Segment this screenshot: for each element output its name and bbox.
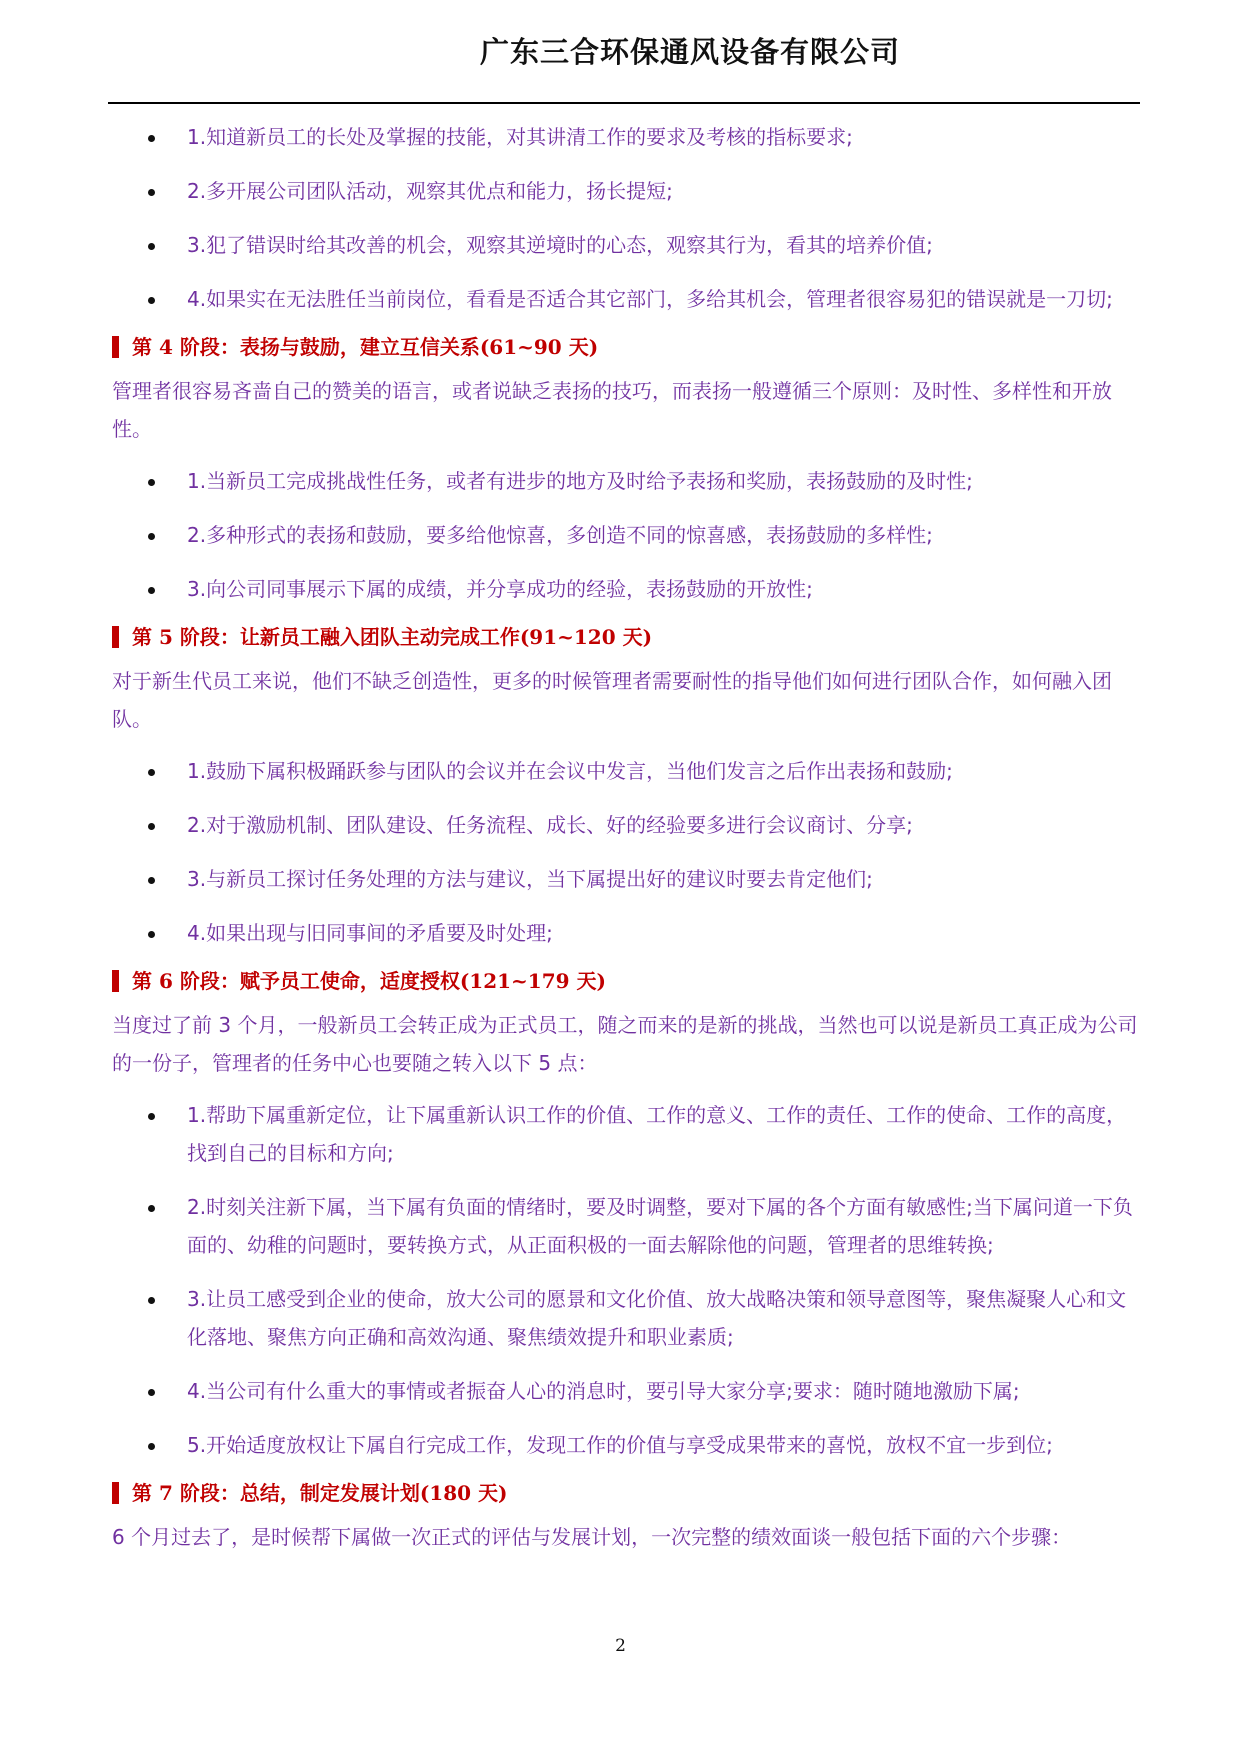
heading-marker-icon (112, 1482, 119, 1504)
company-header: 广东三合环保通风设备有限公司 (480, 35, 901, 69)
list-item (112, 462, 1140, 500)
bullet-icon (148, 1443, 155, 1450)
stage-5-paragraph: 对于新生代员工来说，他们不缺乏创造性，更多的时候管理者需要耐性的指导他们如何进行团队合作，如何融入团队。 (112, 669, 1112, 731)
list-item (112, 1096, 1140, 1172)
stage-6-heading-text: 第 6 阶段：赋予员工使命，适度授权(121~179 天) (132, 969, 606, 993)
bullet-icon (148, 1113, 155, 1120)
bullet-icon (148, 297, 155, 304)
stage-5-bullet-list (112, 752, 1140, 952)
list-item (112, 1188, 1140, 1264)
bullet-icon (148, 533, 155, 540)
list-item (112, 1280, 1140, 1356)
list-item (112, 226, 1140, 264)
bullet-icon (148, 479, 155, 486)
list-item-text: 1.鼓励下属积极踊跃参与团队的会议并在会议中发言，当他们发言之后作出表扬和鼓励; (187, 759, 953, 783)
bullet-icon (148, 931, 155, 938)
bullet-icon (148, 587, 155, 594)
page-content (112, 118, 1140, 1570)
list-item (112, 570, 1140, 608)
heading-marker-icon (112, 970, 119, 992)
list-item-text: 4.如果实在无法胜任当前岗位，看看是否适合其它部门，多给其机会，管理者很容易犯的错误就是一刀切; (187, 287, 1113, 311)
list-item-text: 2.时刻关注新下属，当下属有负面的情绪时，要及时调整，要对下属的各个方面有敏感性;当下属问道一下负面的、幼稚的问题时，要转换方式，从正面积极的一面去解除他的问题，管理者的思维转换; (187, 1195, 1133, 1257)
list-item (112, 1426, 1140, 1464)
list-item (112, 806, 1140, 844)
list-item-text: 3.与新员工探讨任务处理的方法与建议，当下属提出好的建议时要去肯定他们; (187, 867, 873, 891)
list-item-text: 1.帮助下属重新定位，让下属重新认识工作的价值、工作的意义、工作的责任、工作的使命、工作的高度，找到自己的目标和方向; (187, 1103, 1127, 1165)
list-item (112, 172, 1140, 210)
bullet-icon (148, 877, 155, 884)
list-item-text: 4.如果出现与旧同事间的矛盾要及时处理; (187, 921, 553, 945)
stage-7-heading-text: 第 7 阶段：总结，制定发展计划(180 天) (132, 1481, 508, 1505)
list-item-text: 2.多开展公司团队活动，观察其优点和能力，扬长提短; (187, 179, 673, 203)
stage-6-heading (112, 966, 1140, 996)
list-item-text: 2.对于激励机制、团队建设、任务流程、成长、好的经验要多进行会议商讨、分享; (187, 813, 913, 837)
list-item (112, 118, 1140, 156)
list-item-text: 3.犯了错误时给其改善的机会，观察其逆境时的心态，观察其行为，看其的培养价值; (187, 233, 933, 257)
stage-5-heading (112, 622, 1140, 652)
list-item-text: 1.当新员工完成挑战性任务，或者有进步的地方及时给予表扬和奖励，表扬鼓励的及时性; (187, 469, 973, 493)
bullet-icon (148, 1389, 155, 1396)
stage-7-paragraph: 6 个月过去了，是时候帮下属做一次正式的评估与发展计划，一次完整的绩效面谈一般包括下面的六个步骤： (112, 1525, 1072, 1549)
list-item-text: 1.知道新员工的长处及掌握的技能，对其讲清工作的要求及考核的指标要求; (187, 125, 853, 149)
list-item-text: 3.向公司同事展示下属的成绩，并分享成功的经验，表扬鼓励的开放性; (187, 577, 813, 601)
bullet-icon (148, 1297, 155, 1304)
stage-4-heading-text: 第 4 阶段：表扬与鼓励，建立互信关系(61~90 天) (132, 335, 599, 359)
list-item (112, 860, 1140, 898)
list-item (112, 752, 1140, 790)
list-item-text: 4.当公司有什么重大的事情或者振奋人心的消息时，要引导大家分享;要求：随时随地激励下属; (187, 1379, 1020, 1403)
bullet-icon (148, 823, 155, 830)
stage-7-heading (112, 1478, 1140, 1508)
heading-marker-icon (112, 336, 119, 358)
heading-marker-icon (112, 626, 119, 648)
stage-4-paragraph: 管理者很容易吝啬自己的赞美的语言，或者说缺乏表扬的技巧，而表扬一般遵循三个原则：及时性、多样性和开放性。 (112, 379, 1112, 441)
stage-5-heading-text: 第 5 阶段：让新员工融入团队主动完成工作(91~120 天) (132, 625, 653, 649)
bullet-icon (148, 243, 155, 250)
stage-4-bullet-list (112, 462, 1140, 608)
list-item-text: 5.开始适度放权让下属自行完成工作，发现工作的价值与享受成果带来的喜悦，放权不宜一步到位; (187, 1433, 1053, 1457)
list-item-text: 3.让员工感受到企业的使命，放大公司的愿景和文化价值、放大战略决策和领导意图等，聚焦凝聚人心和文化落地、聚焦方向正确和高效沟通、聚焦绩效提升和职业素质; (187, 1287, 1127, 1349)
list-item-text: 2.多种形式的表扬和鼓励，要多给他惊喜，多创造不同的惊喜感，表扬鼓励的多样性; (187, 523, 933, 547)
stage-4-heading (112, 332, 1140, 362)
list-item (112, 516, 1140, 554)
list-item (112, 1372, 1140, 1410)
intro-bullet-list (112, 118, 1140, 318)
bullet-icon (148, 189, 155, 196)
bullet-icon (148, 769, 155, 776)
stage-6-bullet-list (112, 1096, 1140, 1464)
bullet-icon (148, 1205, 155, 1212)
page-number: 2 (615, 1636, 626, 1656)
stage-6-paragraph: 当度过了前 3 个月，一般新员工会转正成为正式员工，随之而来的是新的挑战，当然也可以说是新员工真正成为公司的一份子，管理者的任务中心也要随之转入以下 5 点： (112, 1013, 1138, 1075)
bullet-icon (148, 135, 155, 142)
list-item (112, 280, 1140, 318)
list-item (112, 914, 1140, 952)
header-divider (108, 102, 1140, 104)
